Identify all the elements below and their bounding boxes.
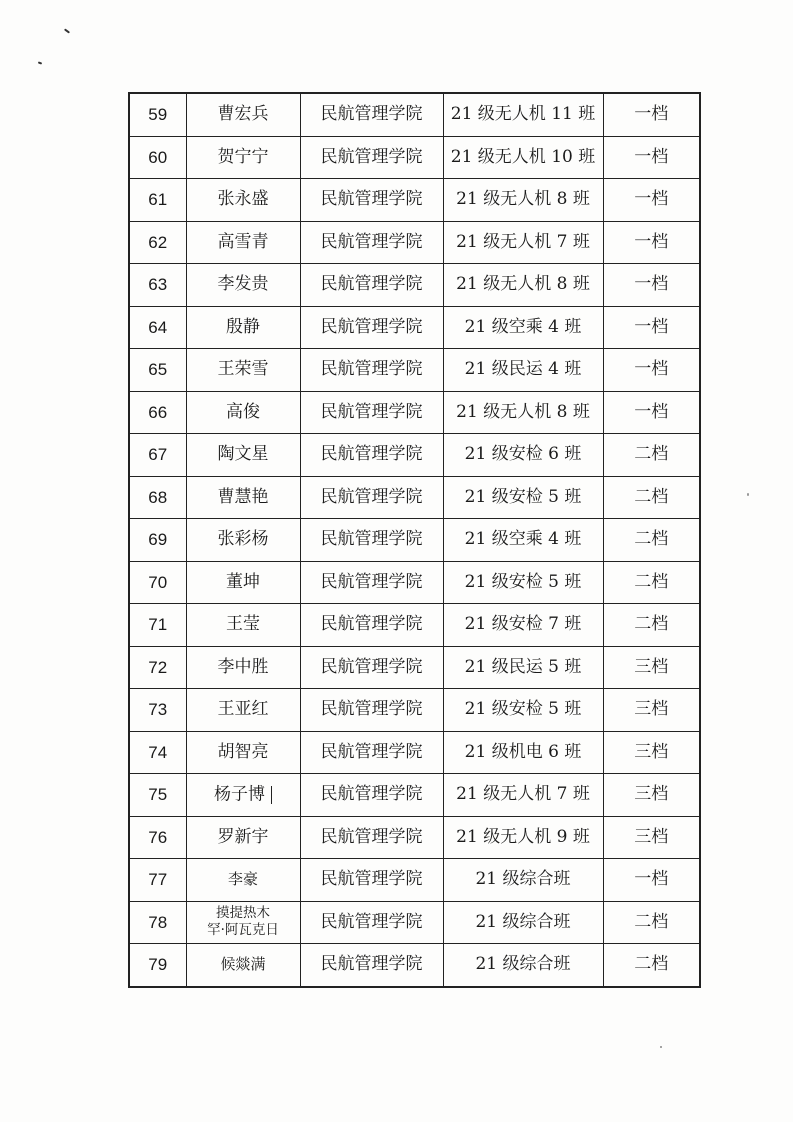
row-number: 62 [129, 221, 186, 264]
row-number: 77 [129, 859, 186, 902]
college-name: 民航管理学院 [300, 221, 443, 264]
grade-level: 二档 [603, 901, 700, 944]
student-name [186, 221, 300, 264]
student-name-text: 陶文星 [217, 444, 269, 465]
student-name-text: 张永盛 [217, 189, 269, 210]
college-name: 民航管理学院 [300, 646, 443, 689]
grade-level: 二档 [603, 561, 700, 604]
class-name: 21 级无人机 10 班 [443, 136, 603, 179]
class-name: 21 级安检 6 班 [443, 434, 603, 477]
student-name [186, 816, 300, 859]
class-name: 21 级无人机 7 班 [443, 221, 603, 264]
table-row [129, 179, 700, 222]
class-name: 21 级无人机 8 班 [443, 179, 603, 222]
table-row [129, 349, 700, 392]
student-name [186, 901, 300, 944]
student-grade-table [128, 92, 701, 988]
student-name-text: 王莹 [226, 614, 260, 635]
class-name: 21 级安检 5 班 [443, 476, 603, 519]
student-name [186, 93, 300, 136]
grade-level: 一档 [603, 136, 700, 179]
row-number: 71 [129, 604, 186, 647]
college-name: 民航管理学院 [300, 93, 443, 136]
student-name [186, 136, 300, 179]
table-row [129, 731, 700, 774]
row-number: 79 [129, 944, 186, 987]
student-name [186, 646, 300, 689]
row-number: 66 [129, 391, 186, 434]
row-number: 60 [129, 136, 186, 179]
grade-level: 三档 [603, 816, 700, 859]
scan-speck [38, 61, 42, 64]
grade-level: 一档 [603, 306, 700, 349]
table-row [129, 476, 700, 519]
scan-speck [747, 493, 749, 496]
college-name: 民航管理学院 [300, 434, 443, 477]
college-name: 民航管理学院 [300, 689, 443, 732]
scan-speck [64, 28, 70, 33]
row-number: 73 [129, 689, 186, 732]
student-name-text: 高雪青 [217, 231, 269, 252]
table-row [129, 901, 700, 944]
college-name: 民航管理学院 [300, 306, 443, 349]
row-number: 68 [129, 476, 186, 519]
student-name [186, 306, 300, 349]
table-row [129, 774, 700, 817]
student-name [186, 731, 300, 774]
class-name: 21 级安检 7 班 [443, 604, 603, 647]
college-name: 民航管理学院 [300, 179, 443, 222]
table-row [129, 604, 700, 647]
college-name: 民航管理学院 [300, 391, 443, 434]
grade-level: 一档 [603, 349, 700, 392]
grade-level: 一档 [603, 93, 700, 136]
grade-level: 三档 [603, 646, 700, 689]
student-name-text: 李中胜 [217, 656, 269, 677]
grade-level: 二档 [603, 604, 700, 647]
row-number: 75 [129, 774, 186, 817]
grade-level: 二档 [603, 434, 700, 477]
student-name [186, 434, 300, 477]
grade-level: 二档 [603, 476, 700, 519]
student-name-text: 李发贵 [217, 274, 269, 295]
student-name-line-2: 罕·阿瓦克日 [207, 922, 279, 939]
student-name [186, 689, 300, 732]
student-name [186, 519, 300, 562]
class-name: 21 级无人机 11 班 [443, 93, 603, 136]
class-name: 21 级无人机 9 班 [443, 816, 603, 859]
row-number: 78 [129, 901, 186, 944]
row-number: 76 [129, 816, 186, 859]
grade-level: 三档 [603, 731, 700, 774]
student-name [186, 774, 300, 817]
college-name: 民航管理学院 [300, 901, 443, 944]
student-name-text: 王亚红 [217, 699, 269, 720]
table-row [129, 859, 700, 902]
grade-level: 一档 [603, 264, 700, 307]
class-name: 21 级无人机 8 班 [443, 391, 603, 434]
row-number: 69 [129, 519, 186, 562]
class-name: 21 级安检 5 班 [443, 689, 603, 732]
student-name-line-1: 摸提热木 [216, 905, 270, 922]
student-name-text: 殷静 [226, 316, 260, 337]
grade-level: 一档 [603, 221, 700, 264]
student-name-text: 高俊 [226, 401, 260, 422]
student-name-text: 罗新宇 [217, 826, 269, 847]
table-row [129, 264, 700, 307]
student-name [186, 476, 300, 519]
student-name [186, 561, 300, 604]
college-name: 民航管理学院 [300, 944, 443, 987]
class-name: 21 级民运 4 班 [443, 349, 603, 392]
student-name [186, 859, 300, 902]
grade-level: 一档 [603, 391, 700, 434]
college-name: 民航管理学院 [300, 604, 443, 647]
row-number: 74 [129, 731, 186, 774]
class-name: 21 级无人机 7 班 [443, 774, 603, 817]
row-number: 63 [129, 264, 186, 307]
row-number: 67 [129, 434, 186, 477]
table-row [129, 646, 700, 689]
row-number: 70 [129, 561, 186, 604]
college-name: 民航管理学院 [300, 476, 443, 519]
college-name: 民航管理学院 [300, 519, 443, 562]
table-row [129, 561, 700, 604]
student-name [186, 391, 300, 434]
student-name-text: 贺宁宁 [217, 146, 269, 167]
student-name-text: 曹宏兵 [217, 104, 269, 125]
student-name-text: 王荣雪 [217, 359, 269, 380]
college-name: 民航管理学院 [300, 859, 443, 902]
student-name-text: 胡智亮 [217, 741, 269, 762]
pen-mark [271, 786, 272, 804]
table-row [129, 306, 700, 349]
table-row [129, 434, 700, 477]
student-name [186, 604, 300, 647]
table-row [129, 944, 700, 987]
student-name-text: 曹慧艳 [217, 486, 269, 507]
student-name [186, 349, 300, 392]
row-number: 72 [129, 646, 186, 689]
row-number: 59 [129, 93, 186, 136]
class-name: 21 级空乘 4 班 [443, 306, 603, 349]
student-name-text: 杨子博 [214, 784, 265, 805]
table-row [129, 93, 700, 136]
table-row [129, 391, 700, 434]
student-name-text: 张彩杨 [217, 529, 269, 550]
student-name [186, 944, 300, 987]
student-name [186, 264, 300, 307]
table-row [129, 816, 700, 859]
college-name: 民航管理学院 [300, 349, 443, 392]
student-name [186, 179, 300, 222]
class-name: 21 级综合班 [443, 944, 603, 987]
table-row [129, 221, 700, 264]
class-name: 21 级综合班 [443, 859, 603, 902]
row-number: 65 [129, 349, 186, 392]
class-name: 21 级民运 5 班 [443, 646, 603, 689]
table-body [129, 93, 700, 987]
grade-level: 二档 [603, 944, 700, 987]
class-name: 21 级空乘 4 班 [443, 519, 603, 562]
college-name: 民航管理学院 [300, 136, 443, 179]
class-name: 21 级无人机 8 班 [443, 264, 603, 307]
class-name: 21 级综合班 [443, 901, 603, 944]
student-name-text: 董坤 [226, 571, 260, 592]
class-name: 21 级机电 6 班 [443, 731, 603, 774]
table-row [129, 519, 700, 562]
row-number: 61 [129, 179, 186, 222]
college-name: 民航管理学院 [300, 561, 443, 604]
table-row [129, 689, 700, 732]
row-number: 64 [129, 306, 186, 349]
grade-level: 二档 [603, 519, 700, 562]
student-name-text: 李豪 [227, 870, 258, 889]
college-name: 民航管理学院 [300, 264, 443, 307]
college-name: 民航管理学院 [300, 816, 443, 859]
scan-speck [660, 1046, 662, 1048]
class-name: 21 级安检 5 班 [443, 561, 603, 604]
table-row [129, 136, 700, 179]
college-name: 民航管理学院 [300, 774, 443, 817]
grade-level: 三档 [603, 689, 700, 732]
college-name: 民航管理学院 [300, 731, 443, 774]
student-name-text: 候燚满 [220, 955, 266, 974]
grade-level: 三档 [603, 774, 700, 817]
grade-level: 一档 [603, 859, 700, 902]
grade-level: 一档 [603, 179, 700, 222]
